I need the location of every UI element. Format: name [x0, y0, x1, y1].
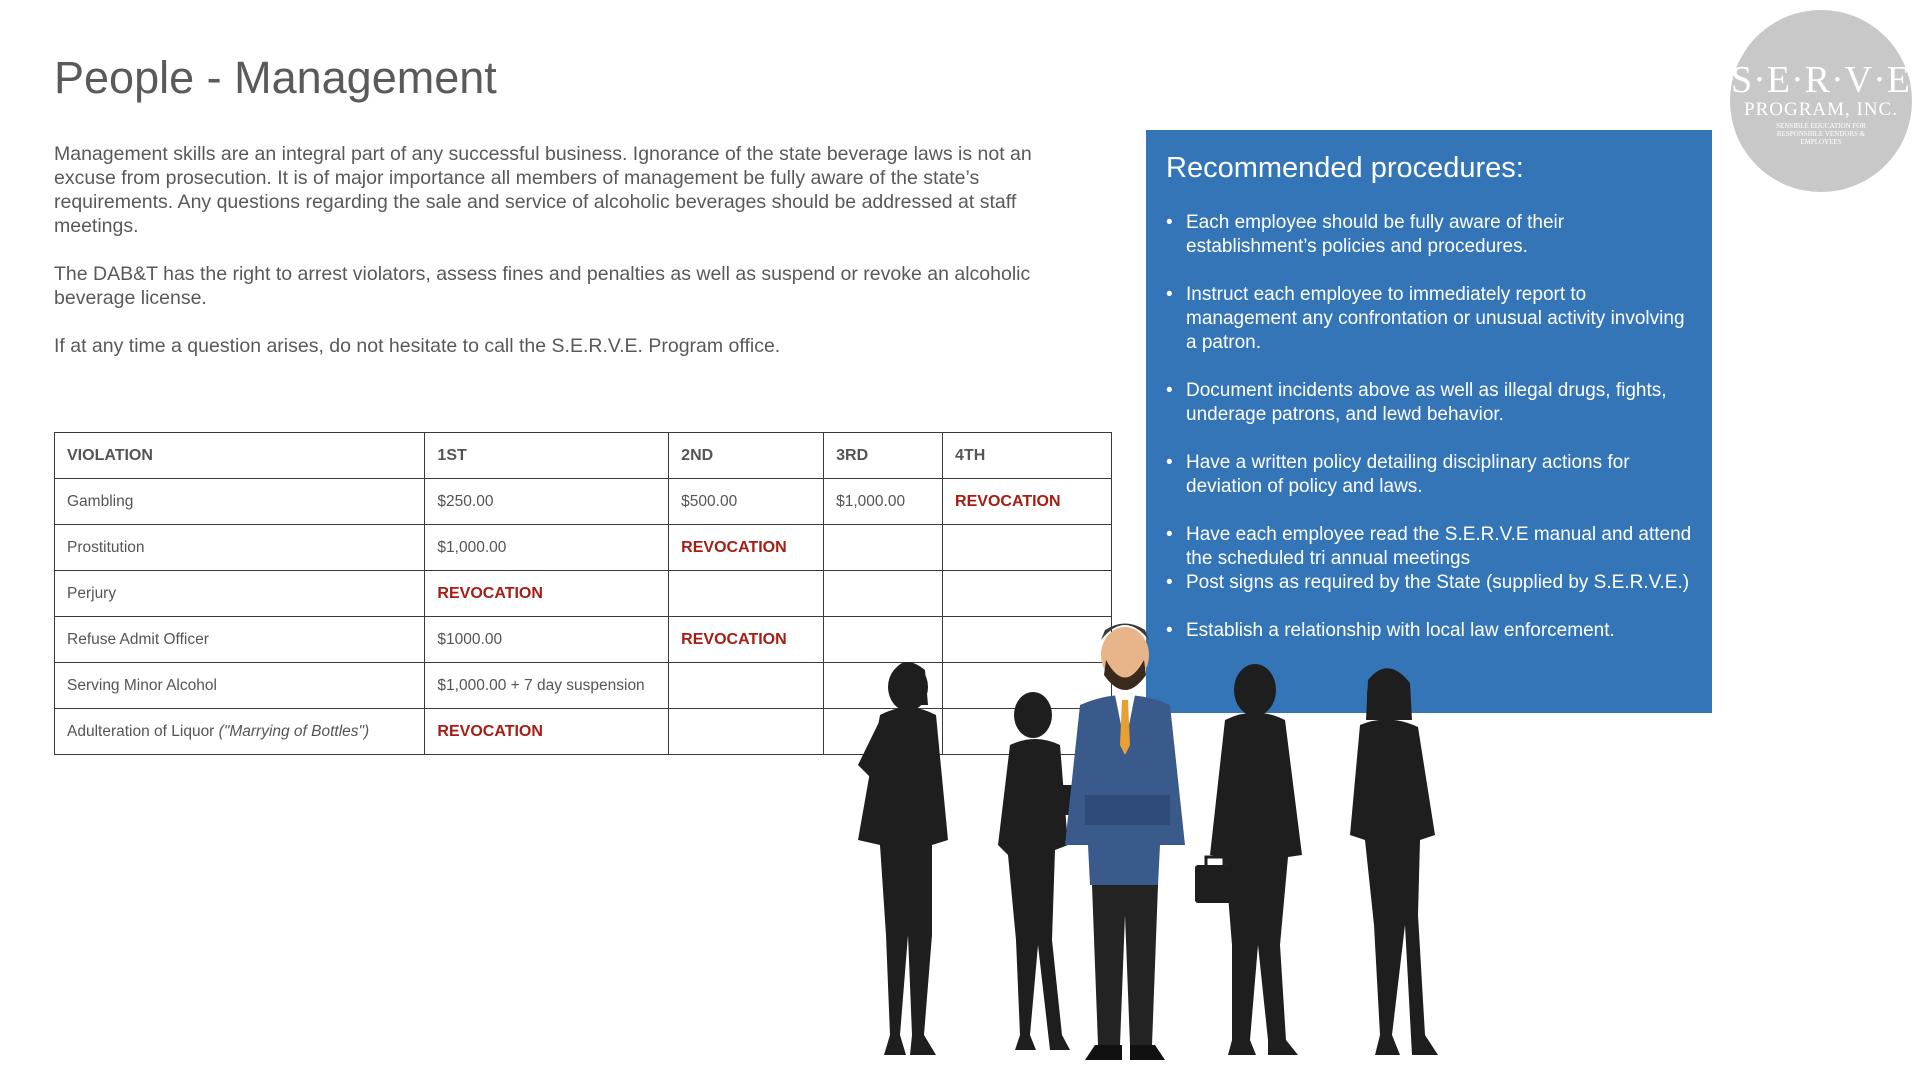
header-4th: 4TH	[943, 433, 1112, 479]
cell-violation: Serving Minor Alcohol	[55, 663, 425, 709]
cell-2nd	[669, 709, 824, 755]
violation-name: Adulteration of Liquor	[67, 722, 215, 740]
people-group-illustration	[840, 595, 1540, 1080]
cell-4th: REVOCATION	[943, 479, 1112, 525]
panel-title: Recommended procedures:	[1166, 152, 1524, 184]
intro-paragraph: Management skills are an integral part of any successful business. Ignorance of the state beverage laws is not an excuse from prosecution. It is of major importance all members of management be fully aware of the state’s requirements. Any questions regarding the sale and service of alcoholic beverages should be addressed at staff meetings.	[54, 143, 1032, 237]
logo-line-1: S·E·R·V·E	[1731, 59, 1911, 101]
cell-2nd	[669, 571, 824, 617]
person-silhouette	[1195, 664, 1302, 1055]
intro-text	[54, 142, 1064, 382]
header-3rd: 3RD	[824, 433, 943, 479]
cell-1st: $1000.00	[425, 617, 669, 663]
list-item: • Establish a relationship with local law enforcement.	[1166, 619, 1692, 643]
violation-note: ("Marrying of Bottles")	[218, 722, 370, 740]
logo-line-2: PROGRAM, INC.	[1744, 99, 1898, 120]
cell-violation: Perjury	[55, 571, 425, 617]
list-item: • Have each employee read the S.E.R.V.E manual and attend the scheduled tri annual meetings	[1166, 523, 1692, 571]
page-title: People - Management	[54, 52, 497, 103]
person-silhouette	[1350, 668, 1438, 1055]
cell-3rd	[824, 525, 943, 571]
person-silhouette	[858, 662, 948, 1055]
cell-1st: $1,000.00 + 7 day suspension	[425, 663, 669, 709]
manager-figure	[1065, 624, 1185, 1061]
cell-violation: Prostitution	[55, 525, 425, 571]
cell-1st: $250.00	[425, 479, 669, 525]
intro-paragraph: The DAB&T has the right to arrest violators, assess fines and penalties as well as suspend or revoke an alcoholic beverage license.	[54, 263, 1031, 309]
cell-2nd	[669, 663, 824, 709]
table-header-row	[55, 433, 1112, 479]
list-item: • Have a written policy detailing disciplinary actions for deviation of policy and laws.	[1166, 451, 1692, 499]
serve-logo	[1730, 10, 1912, 192]
procedures-list	[1166, 211, 1692, 643]
list-item: • Document incidents above as well as illegal drugs, fights, underage patrons, and lewd behavior.	[1166, 379, 1692, 427]
table-row	[55, 525, 1112, 571]
cell-violation	[55, 709, 425, 755]
list-item: • Each employee should be fully aware of their establishment’s policies and procedures.	[1166, 211, 1692, 259]
table-row	[55, 479, 1112, 525]
cell-3rd: $1,000.00	[824, 479, 943, 525]
header-2nd: 2ND	[669, 433, 824, 479]
cell-2nd: REVOCATION	[669, 525, 824, 571]
cell-4th	[943, 525, 1112, 571]
cell-violation: Gambling	[55, 479, 425, 525]
cell-1st: REVOCATION	[425, 709, 669, 755]
header-1st: 1ST	[425, 433, 669, 479]
list-item: • Post signs as required by the State (supplied by S.E.R.V.E.)	[1166, 571, 1692, 595]
cell-violation: Refuse Admit Officer	[55, 617, 425, 663]
cell-2nd: REVOCATION	[669, 617, 824, 663]
intro-paragraph: If at any time a question arises, do not hesitate to call the S.E.R.V.E. Program office.	[54, 335, 781, 357]
cell-1st: REVOCATION	[425, 571, 669, 617]
logo-tagline: SENSIBLE EDUCATION FOR RESPONSIBLE VENDORS & EMPLOYEES	[1776, 122, 1866, 146]
header-violation: VIOLATION	[55, 433, 425, 479]
list-item: • Instruct each employee to immediately report to management any confrontation or unusual activity involving a patron.	[1166, 283, 1692, 355]
person-silhouette	[998, 692, 1078, 1050]
cell-1st: $1,000.00	[425, 525, 669, 571]
cell-2nd: $500.00	[669, 479, 824, 525]
